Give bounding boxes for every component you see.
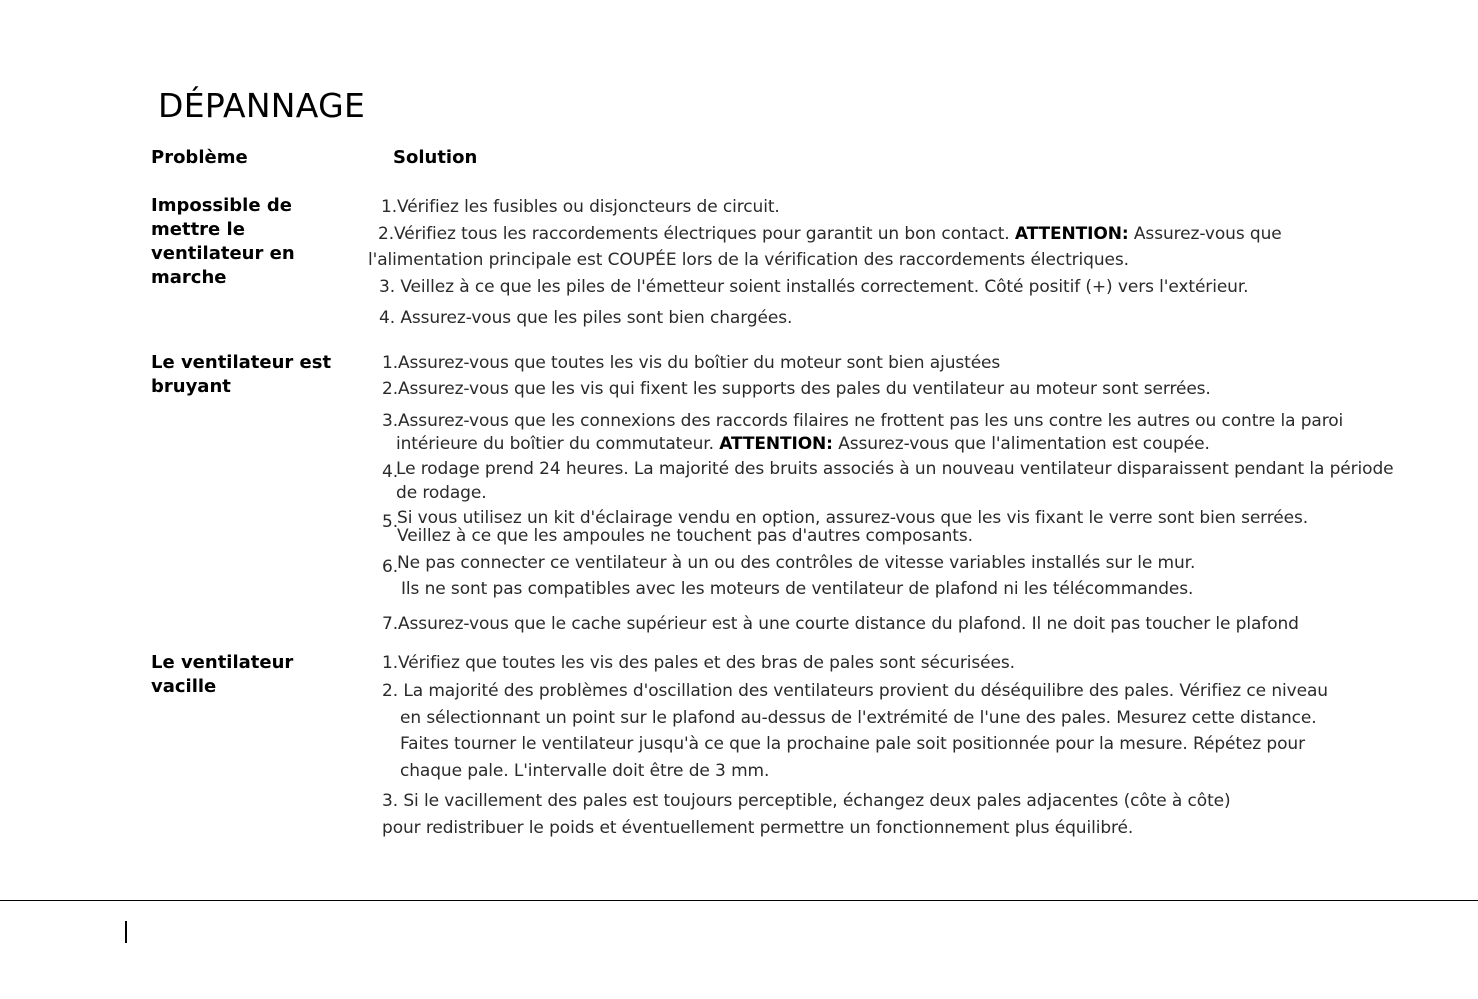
- solution-line: 1.Vérifiez que toutes les vis des pales et des bras de pales sont sécurisées.: [382, 653, 1015, 673]
- problem-noisy: Le ventilateur est bruyant: [151, 352, 332, 397]
- solution-line: en sélectionnant un point sur le plafond au-dessus de l'extrémité de l'une des pales. Mesurez cette distance.: [400, 708, 1317, 728]
- solution-line: 3. Si le vacillement des pales est toujours perceptible, échangez deux pales adjacentes (côte à côte): [382, 791, 1231, 811]
- solution-line: 3. Veillez à ce que les piles de l'émetteur soient installés correctement. Côté positif (+) vers l'extérieur.: [379, 277, 1249, 297]
- solution-line: 2.Assurez-vous que les vis qui fixent les supports des pales du ventilateur au moteur sont serrées.: [382, 379, 1211, 399]
- solution-line: Faites tourner le ventilateur jusqu'à ce que la prochaine pale soit positionnée pour la mesure. Répétez pour: [400, 734, 1305, 754]
- page-title: DÉPANNAGE: [158, 86, 366, 125]
- problem-cannot-start: Impossible de mettre le ventilateur en marche: [151, 195, 295, 288]
- solution-line: 3.Assurez-vous que les connexions des raccords filaires ne frottent pas les uns contre les autres ou contre la paroi: [382, 411, 1344, 431]
- solution-line: 1.Assurez-vous que toutes les vis du boîtier du moteur sont bien ajustées: [382, 353, 1001, 373]
- solution-line: l'alimentation principale est COUPÉE lors de la vérification des raccordements électriques.: [368, 250, 1129, 270]
- solution-number: 4.: [382, 462, 399, 482]
- attention-label: ATTENTION:: [1014, 224, 1129, 244]
- solution-line: 2. La majorité des problèmes d'oscillation des ventilateurs provient du déséquilibre des pales. Vérifiez ce niveau: [382, 681, 1328, 701]
- solution-line: [396, 434, 1210, 454]
- attention-label: ATTENTION:: [719, 434, 833, 454]
- solution-text: 2.Vérifiez tous les raccordements électriques pour garantit un bon contact.: [378, 224, 1010, 244]
- problem-wobbles: Le ventilateur vacille: [151, 652, 294, 697]
- solution-text: intérieure du boîtier du commutateur.: [396, 434, 714, 454]
- solution-line: Le rodage prend 24 heures. La majorité des bruits associés à un nouveau ventilateur disparaissent pendant la période: [396, 459, 1394, 479]
- solution-line: 4. Assurez-vous que les piles sont bien chargées.: [379, 308, 793, 328]
- solution-text: Assurez-vous que: [1133, 224, 1282, 244]
- solution-line: chaque pale. L'intervalle doit être de 3 mm.: [400, 761, 770, 781]
- solution-line: Ne pas connecter ce ventilateur à un ou des contrôles de vitesse variables installés sur le mur.: [397, 553, 1196, 573]
- page-marker-bar: [125, 921, 127, 943]
- footer-divider: [0, 900, 1478, 901]
- solution-line: de rodage.: [396, 483, 487, 503]
- column-header-problem: Problème: [151, 147, 248, 168]
- solution-line: [378, 224, 1282, 244]
- solution-line: Ils ne sont pas compatibles avec les moteurs de ventilateur de plafond ni les télécommandes.: [401, 579, 1194, 599]
- solution-line: Veillez à ce que les ampoules ne touchent pas d'autres composants.: [397, 526, 973, 546]
- solution-line: pour redistribuer le poids et éventuellement permettre un fonctionnement plus équilibré.: [382, 818, 1134, 838]
- solution-number: 6.: [382, 557, 399, 577]
- solution-line: Si vous utilisez un kit d'éclairage vendu en option, assurez-vous que les vis fixant le verre sont bien serrées.: [397, 508, 1309, 528]
- solution-line: 1.Vérifiez les fusibles ou disjoncteurs de circuit.: [381, 197, 780, 217]
- solution-line: 7.Assurez-vous que le cache supérieur est à une courte distance du plafond. Il ne doit pas toucher le plafond: [382, 614, 1299, 634]
- solution-text: Assurez-vous que l'alimentation est coupée.: [838, 434, 1210, 454]
- column-header-solution: Solution: [393, 147, 478, 168]
- solution-number: 5.: [382, 512, 399, 532]
